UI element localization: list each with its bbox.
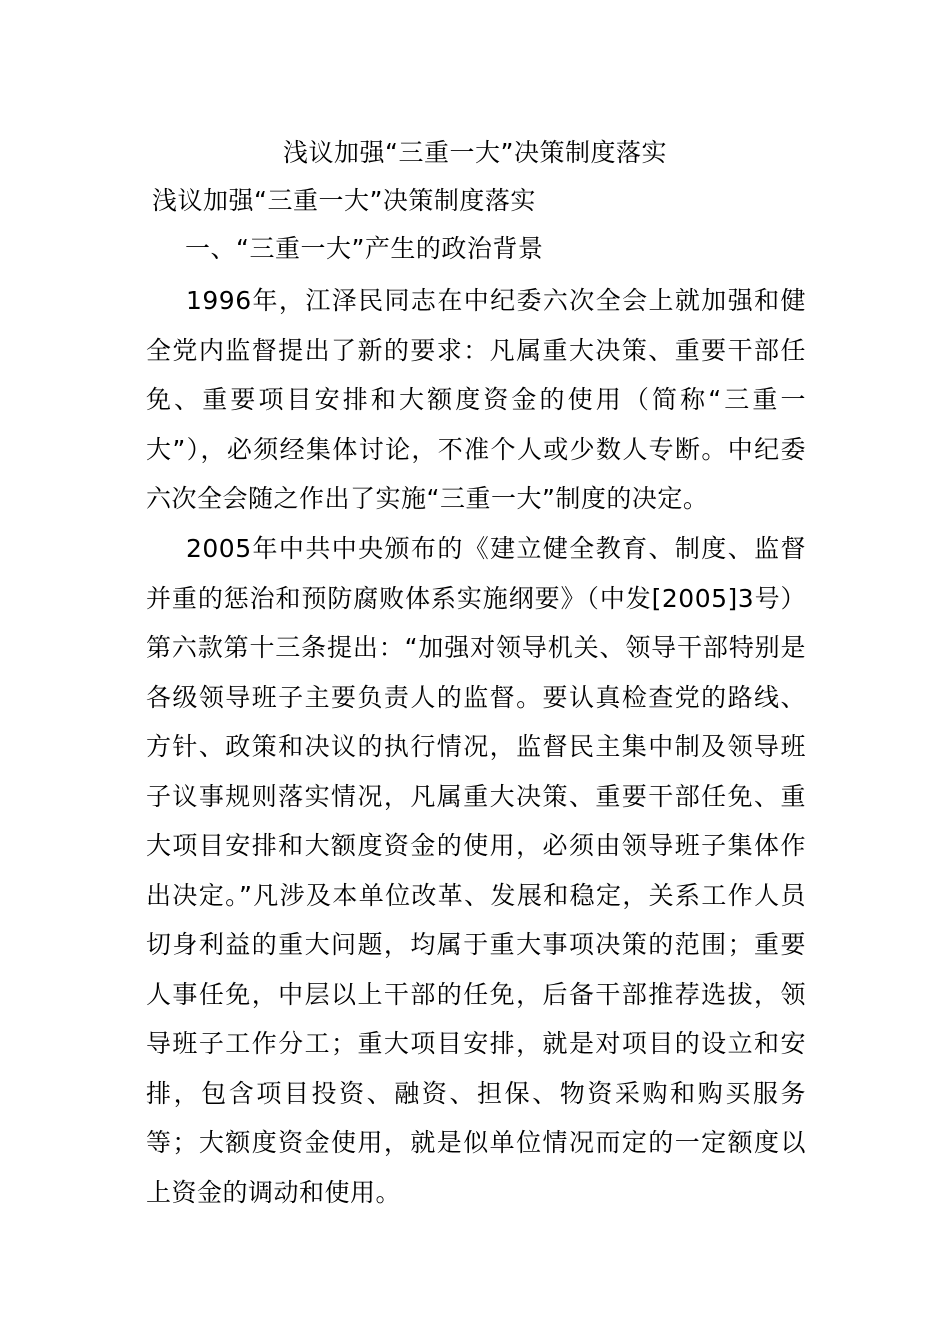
paragraph-1996: 1996年，江泽民同志在中纪委六次全会上就加强和健全党内监督提出了新的要求：凡属重大决策、重要干部任免、重要项目安排和大额度资金的使用（简称“三重一大”），必须经集体讨论，不准个人或少数人专断。中纪委六次全会随之作出了实施“三重一大”制度的决定。 <box>146 286 806 513</box>
section-heading: 一、“三重一大”产生的政治背景 <box>185 234 544 263</box>
document-title: 浅议加强“三重一大”决策制度落实 <box>283 138 667 167</box>
document-subtitle: 浅议加强“三重一大”决策制度落实 <box>152 186 536 215</box>
paragraph-2005: 2005年中共中央颁布的《建立健全教育、制度、监督并重的惩治和预防腐败体系实施纲要》（中发[2005]3号）第六款第十三条提出：“加强对领导机关、领导干部特别是各级领导班子主要负责人的监督。要认真检查党的路线、方针、政策和决议的执行情况，监督民主集中制及领导班子议事规则落实情况，凡属重大决策、重要干部任免、重大项目安排和大额度资金的使用，必须由领导班子集体作出决定。”凡涉及本单位改革、发展和稳定，关系工作人员切身利益的重大问题，均属于重大事项决策的范围；重要人事任免，中层以上干部的任免，后备干部推荐选拔，领导班子工作分工；重大项目安排，就是对项目的设立和安排，包含项目投资、融资、担保、物资采购和购买服务等；大额度资金使用，就是似单位情况而定的一定额度以上资金的调动和使用。 <box>146 534 806 1207</box>
